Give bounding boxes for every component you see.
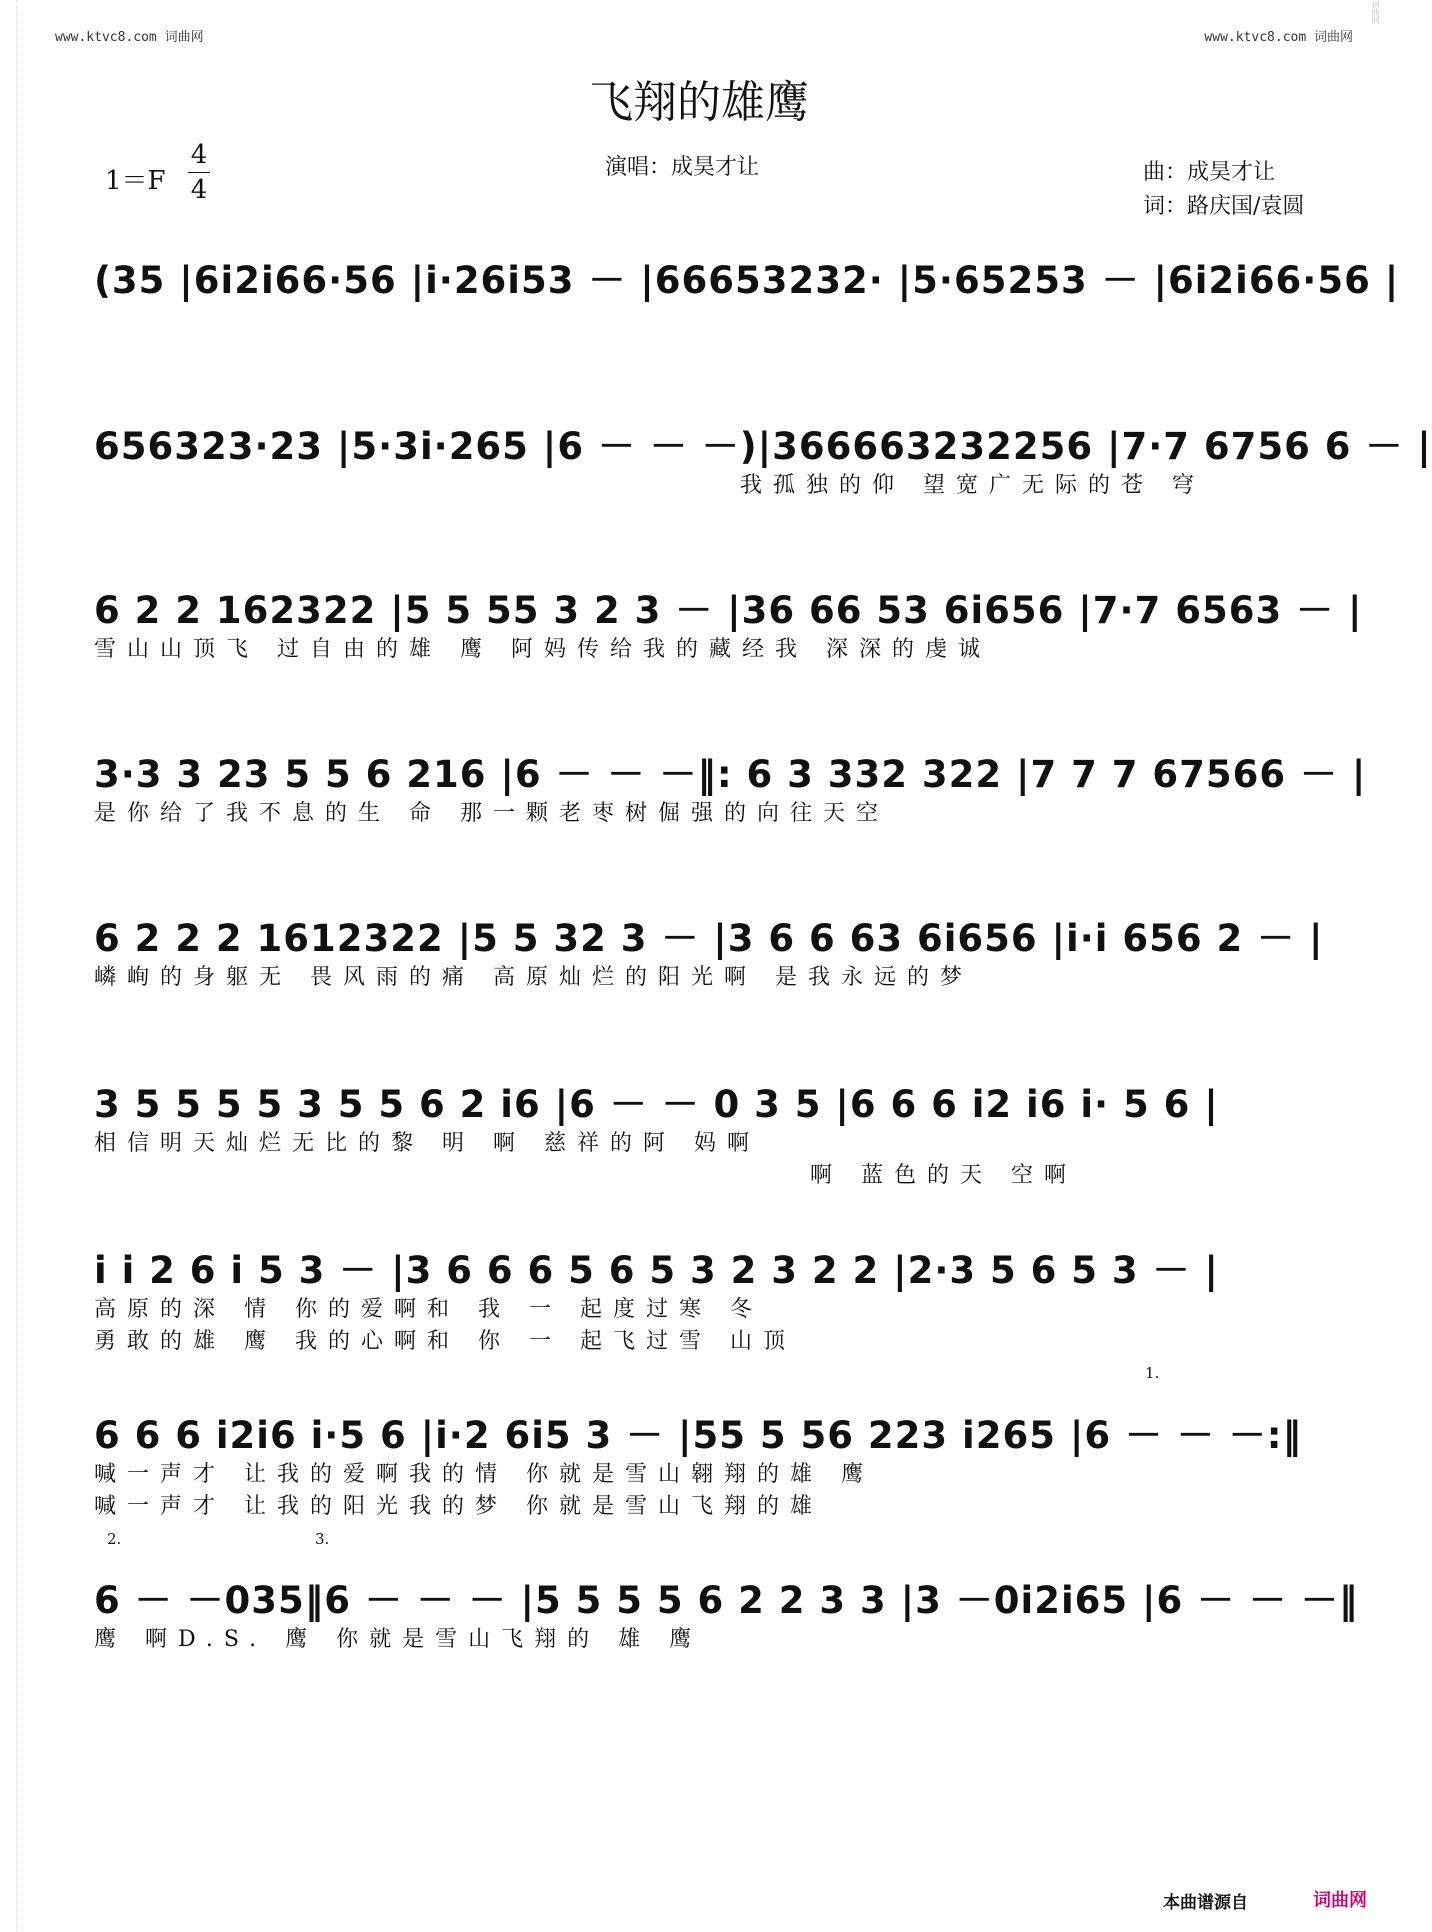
notation-line: 6 2 2 162322 |5 5 55 3 2 3 － |36 66 53 6i656 |7·7 6563 － | [94, 589, 1363, 632]
time-signature [188, 138, 210, 207]
lyric-line-2: 喊一声才 让我的阳光我的梦 你就是雪山飞翔的雄 [94, 1494, 823, 1519]
song-title: 飞翔的雄鹰 [589, 77, 809, 128]
lyric-line: 是你给了我不息的生 命 那一颗老枣树倔强的向往天空 [94, 801, 889, 826]
volta-1: 1. [1145, 1364, 1160, 1382]
watermark-right: www.ktvc8.com 词曲网 [1204, 30, 1353, 45]
time-bottom: 4 [190, 175, 208, 205]
music-system-7 [0, 1240, 1398, 1390]
volta-2: 2. [107, 1530, 122, 1548]
footer-source-label: 本曲谱源自 [1163, 1893, 1248, 1913]
watermark-left: www.ktvc8.com 词曲网 [55, 30, 204, 45]
music-system-3 [0, 580, 1398, 730]
time-divider [188, 172, 210, 173]
notation-line: 3·3 3 23 5 5 6 216 |6 － － －‖: 6 3 332 322 |7 7 7 67566 － | [94, 753, 1367, 796]
lyric-line: 鹰 啊D.S. 鹰 你就是雪山飞翔的 雄 鹰 [94, 1627, 703, 1652]
lyric-line-2: 啊 蓝色的天 空啊 [810, 1163, 1077, 1188]
music-system-4 [0, 744, 1398, 894]
notation-line: i i 2 6 i 5 3 － |3 6 6 6 5 6 5 3 2 3 2 2 |2·3 5 6 5 3 － | [94, 1249, 1219, 1292]
side-watermark-text: 词曲网 [1371, 0, 1380, 24]
music-system-8 [0, 1405, 1398, 1555]
lyric-line: 嶙峋的身躯无 畏风雨的痛 高原灿烂的阳光啊 是我永远的梦 [94, 965, 973, 990]
time-top: 4 [190, 140, 208, 170]
lyric-line: 高原的深 情 你的爱啊和 我 一 起度过寒 冬 [94, 1297, 763, 1322]
notation-line: 3 5 5 5 5 3 5 5 6 2 i6 |6 － － 0 3 5 |6 6 6 i2 i6 i· 5 6 | [94, 1083, 1219, 1126]
credits [1143, 156, 1304, 224]
notation-line: 6 2 2 2 1612322 |5 5 32 3 － |3 6 6 63 6i656 |i·i 656 2 － | [94, 917, 1324, 960]
lyric-line: 我孤独的仰 望宽广无际的苍 穹 [740, 473, 1205, 498]
singer-credit: 演唱：成昊才让 [605, 155, 760, 180]
music-system-1 [0, 250, 1398, 400]
key-signature: 1＝F [105, 166, 166, 196]
notation-line: (35 |6i2i66·56 |i·26i53 － |66653232· |5·65253 － |6i2i66·56 | [94, 259, 1400, 302]
notation-line: 6 6 6 i2i6 i·5 6 |i·2 6i5 3 － |55 5 56 223 i265 |6 － － －:‖ [94, 1414, 1303, 1457]
lyricist-credit: 词：路庆国/袁圆 [1143, 194, 1305, 219]
lyric-line: 相信明天灿烂无比的黎 明 啊 慈祥的阿 妈啊 [94, 1131, 760, 1156]
lyric-line: 雪山山顶飞 过自由的雄 鹰 阿妈传给我的藏经我 深深的虔诚 [94, 637, 991, 662]
music-system-9 [0, 1570, 1398, 1720]
notation-line: 6 － －035‖6 － － － |5 5 5 5 6 2 2 3 3 |3 －0i2i65 |6 － － －‖ [94, 1579, 1359, 1622]
lyric-line-2: 勇敢的雄 鹰 我的心啊和 你 一 起飞过雪 山顶 [94, 1329, 796, 1354]
notation-line: 656323·23 |5·3i·265 |6 － － －)|366663232256 |7·7 6756 6 － | [94, 425, 1432, 468]
volta-3: 3. [315, 1530, 330, 1548]
music-system-6 [0, 1074, 1398, 1224]
music-system-5 [0, 908, 1398, 1058]
composer-credit: 曲：成昊才让 [1143, 160, 1276, 185]
footer-brand-logo: 词曲网 [1313, 1890, 1367, 1911]
lyric-line: 喊一声才 让我的爱啊我的情 你就是雪山翱翔的雄 鹰 [94, 1462, 874, 1487]
music-system-2 [0, 416, 1432, 566]
